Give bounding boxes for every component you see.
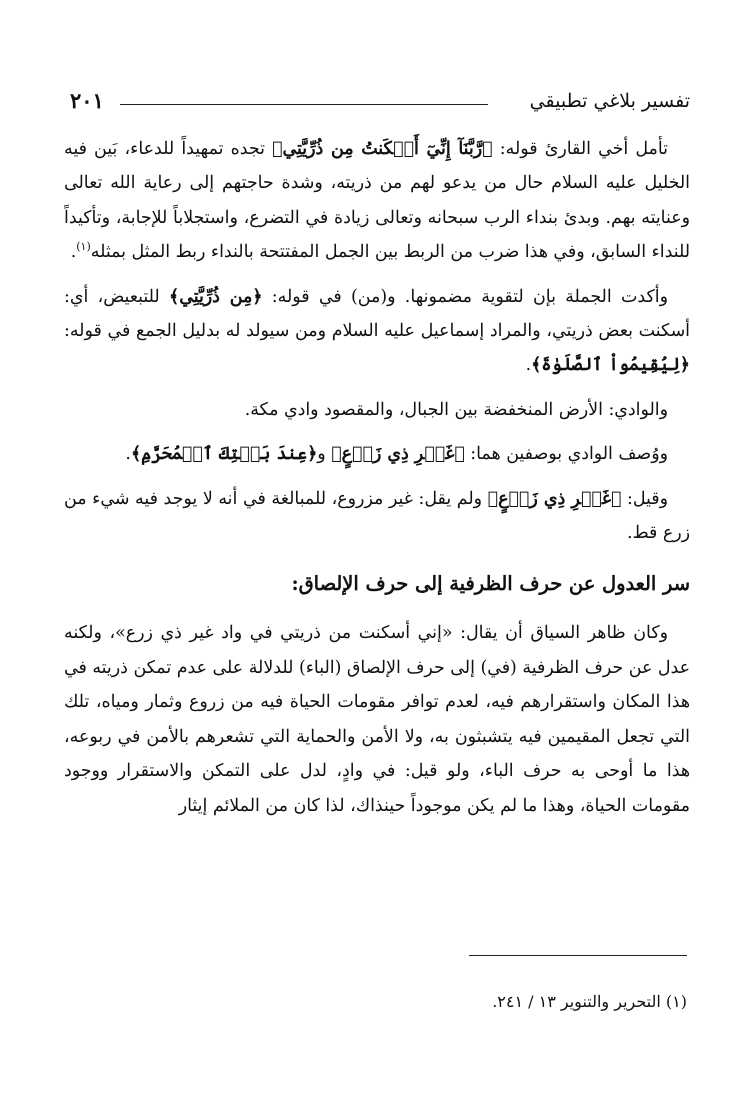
paragraph-6: وكان ظاهر السياق أن يقال: «إني أسكنت من ذريتي في واد غير ذي زرع»، ولكنه عدل عن حرف الظرفية (في) إلى حرف الإلصاق (الباء) للدلالة على عدم تمكن ذريته في هذا المكان واستقرارهم فيه، لعدم توافر مقومات الحياة فيه من زروع وثمار ومياه، تلك التي تجعل المقيمين فيه يتشبثون به، ولا الأمن والحماية التي تشعرهم بالأمن في ربوعه، هذا ما أوحى به حرف الباء، ولو قيل: في وادٍ، لدل على التمكن والاستقرار ووجود مقومات الحياة، وهذا ما لم يكن موجوداً حينذاك، لذا كان من الملائم إيثار bbox=[64, 623, 690, 816]
paragraph-text: ولم يقل: غير مزروع، للمبالغة في أنه لا يوجد فيه شيء من زرع قط. bbox=[64, 488, 690, 544]
paragraph-text: . bbox=[525, 355, 532, 376]
section-heading: سر العدول عن حرف الظرفية إلى حرف الإلصاق: bbox=[291, 572, 690, 596]
quran-quote: ﴿غَيۡرِ ذِي زَرۡعٍ﴾ bbox=[487, 488, 622, 509]
quran-quote: ﴿عِندَ بَيۡتِكَ ٱلۡمُحَرَّمِ﴾ bbox=[130, 444, 318, 465]
paragraph-text: تأمل أخي القارئ قوله: bbox=[492, 139, 668, 159]
header-rule bbox=[120, 104, 488, 105]
paragraph-1 bbox=[64, 132, 690, 270]
paragraph-text: للتبعيض، أي: أسكنت بعض ذريتي، والمراد إسماعيل عليه السلام ومن سيولد له بدليل الجمع في قوله: bbox=[64, 286, 690, 342]
paragraph-text: . bbox=[70, 242, 77, 263]
paragraph-text: تجده تمهيداً للدعاء، بَين فيه الخليل عليه السلام حال من يدعو لهم من ذريته، وشدة حاجتهم إلى رعاية الله تعالى وعنايته بهم. وبدئ بنداء الرب سبحانه وتعالى زيادة في التضرع، واستجلاباً للإجابة، وتأكيداً للنداء السابق، وفي هذا ضرب من الربط بين الجمل المفتتحة بالنداء ربط المثل بمثله bbox=[64, 139, 690, 263]
paragraph-4 bbox=[64, 437, 690, 471]
paragraph-text: وقيل: bbox=[621, 488, 668, 509]
paragraph-text: وأكدت الجملة بإن لتقوية مضمونها. و(من) في قوله: bbox=[262, 286, 668, 307]
paragraph-2 bbox=[64, 280, 690, 383]
quran-quote: ﴿لِيُقِيمُواْ ٱلصَّلَوٰةَ﴾ bbox=[531, 355, 690, 376]
book-title: تفسير بلاغي تطبيقي bbox=[529, 90, 690, 112]
footnote: (١) التحرير والتنوير ١٣ / ٢٤١. bbox=[492, 992, 687, 1011]
page-number: ٢٠١ bbox=[70, 88, 104, 113]
body-text bbox=[64, 132, 690, 823]
footnote-marker: (١) bbox=[76, 240, 91, 254]
quran-quote: ﴿رَّبَّنَآ إِنِّيٓ أَسۡكَنتُ مِن ذُرِّيَّتِي﴾ bbox=[272, 139, 493, 159]
quran-quote: ﴿غَيۡرِ ذِي زَرۡعٍ﴾ bbox=[331, 444, 465, 465]
paragraph-5 bbox=[64, 482, 690, 551]
footnote-rule bbox=[469, 955, 687, 956]
running-head bbox=[64, 86, 690, 116]
paragraph-3: والوادي: الأرض المنخفضة بين الجبال، والمقصود وادي مكة. bbox=[244, 399, 668, 420]
paragraph-text: . bbox=[125, 444, 131, 465]
paragraph-text: ووُصف الوادي بوصفين هما: bbox=[464, 444, 668, 465]
paragraph-text: و bbox=[317, 444, 332, 465]
quran-quote: ﴿مِن ذُرِّيَّتِي﴾ bbox=[169, 286, 263, 307]
